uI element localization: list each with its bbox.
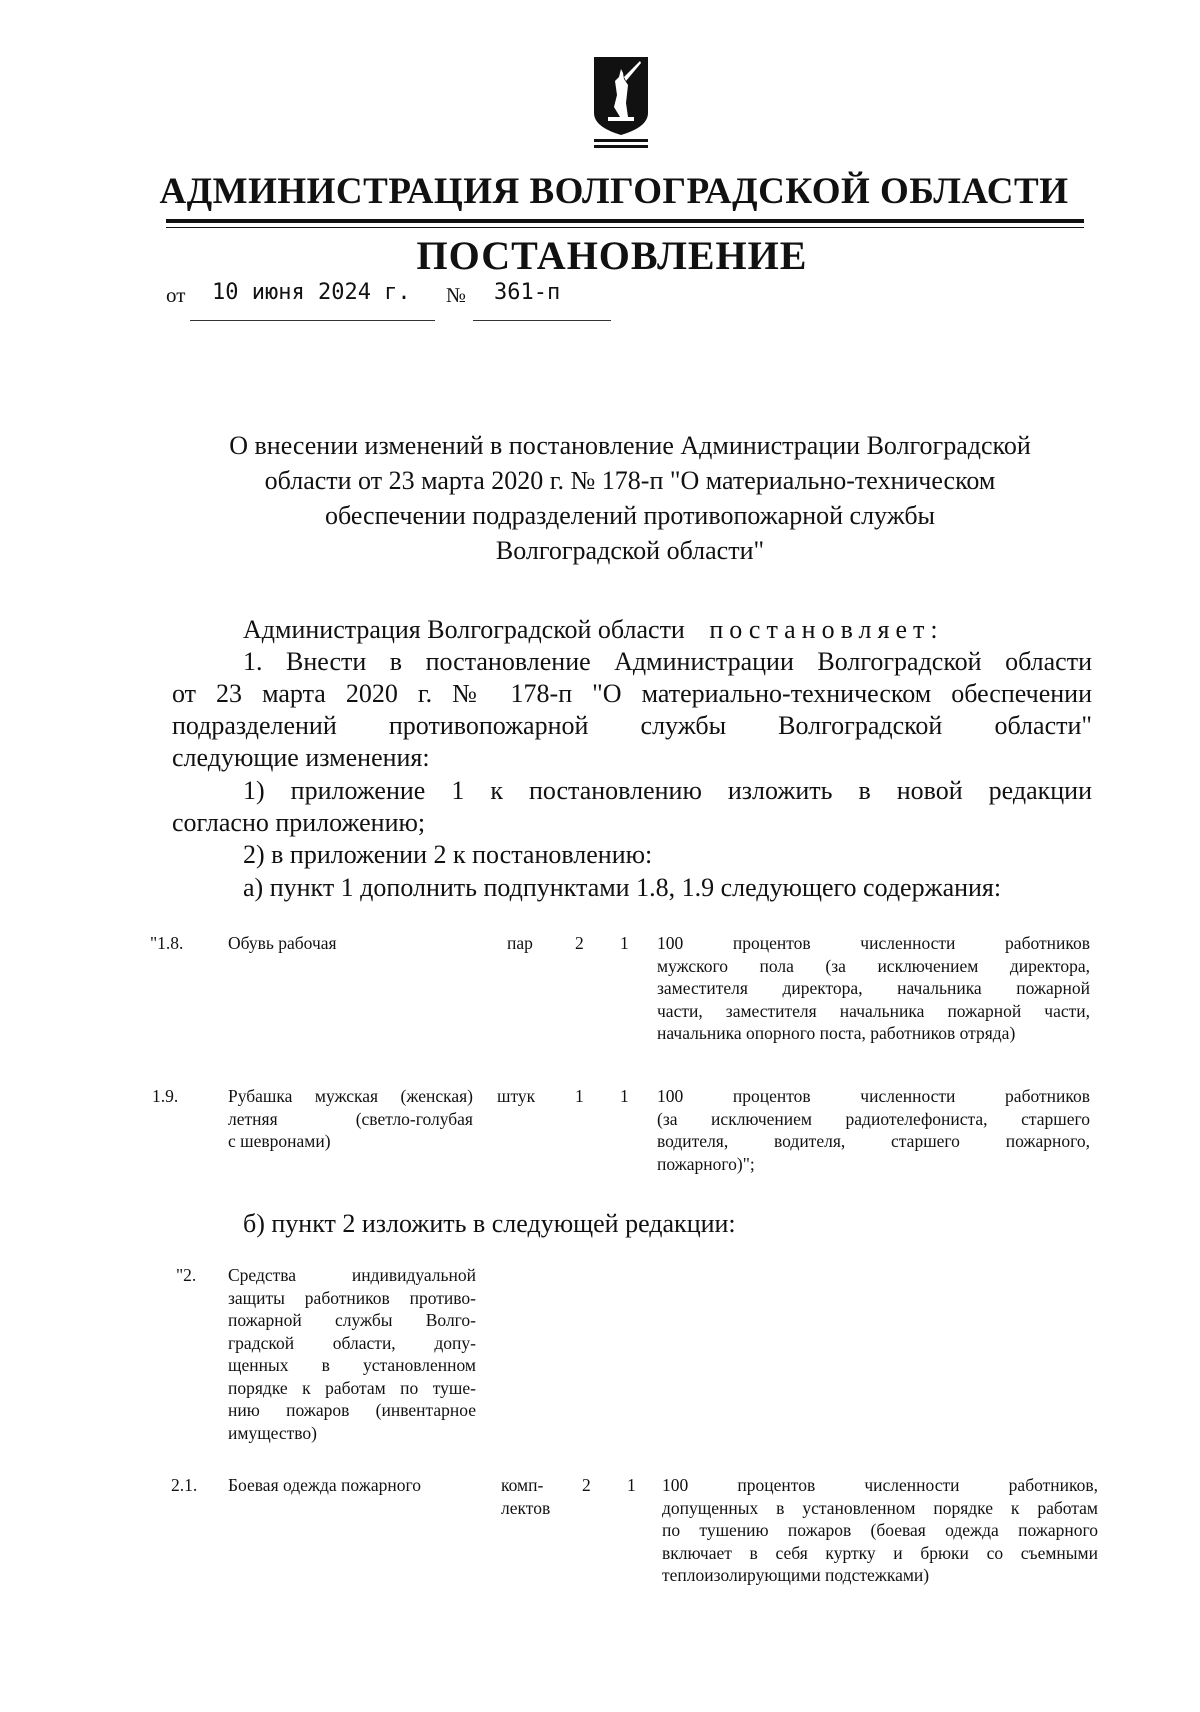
- table-cell-line: имущество): [228, 1422, 318, 1443]
- table-cell-line: (за исключением радиотелефониста, старшего: [657, 1108, 1090, 1129]
- number-value: 361-п: [494, 280, 561, 305]
- table-cell-line: 100 процентов численности работников: [657, 933, 1090, 953]
- table-cell-line: включает в себя куртку и брюки со съемными: [662, 1542, 1098, 1563]
- table-row-unit: пар: [507, 933, 533, 953]
- table-row-term: 1: [627, 1475, 636, 1495]
- table-row-name: [228, 1264, 476, 1444]
- paragraph-line: согласно приложению;: [172, 808, 426, 837]
- organization-title: АДМИНИСТРАЦИЯ ВОЛГОГРАДСКОЙ ОБЛАСТИ: [159, 171, 1069, 212]
- table-row-num: "2.: [176, 1265, 197, 1285]
- paragraph-line: следующие изменения:: [172, 743, 430, 772]
- item-2: 2) в приложении 2 к постановлению:: [243, 840, 653, 869]
- table-row-qty: 1: [575, 1086, 584, 1106]
- paragraph-line: 1) приложение 1 к постановлению изложить в новой редакции: [243, 776, 1092, 805]
- item-1: [172, 775, 1092, 839]
- paragraph-line: 1. Внести в постановление Администрации Волгоградской области: [243, 647, 1092, 676]
- subject-line: области от 23 марта 2020 г. № 178-п "О материально-техническом: [264, 466, 996, 495]
- table-row-name: [228, 1085, 473, 1153]
- table-cell-line: пожарного)";: [657, 1153, 755, 1174]
- table-cell-line: заместителя директора, начальника пожарной: [657, 978, 1090, 998]
- table-cell-line: с шевронами): [228, 1131, 331, 1151]
- table-row-unit: [501, 1474, 550, 1519]
- date-prefix: от: [166, 283, 186, 307]
- date-underline: [190, 320, 435, 321]
- table-row-name: [228, 1474, 478, 1497]
- table-cell-line: Обувь рабочая: [228, 933, 337, 953]
- table-row-name: [228, 932, 478, 955]
- number-prefix: №: [446, 283, 467, 307]
- table-cell-line: 100 процентов численности работников: [657, 1086, 1090, 1106]
- table-row-num: 1.9.: [152, 1086, 179, 1106]
- table-row-note: [657, 932, 1090, 1045]
- table-cell-line: защиты работников противо-: [228, 1287, 476, 1308]
- table-cell-line: Боевая одежда пожарного: [228, 1475, 421, 1495]
- table-cell-line: допущенных в установленном порядке к работам: [662, 1497, 1098, 1518]
- coat-of-arms-emblem: [590, 55, 652, 150]
- table-cell-line: лектов: [501, 1497, 551, 1518]
- table-row-term: 1: [620, 933, 629, 953]
- number-underline: [473, 320, 611, 321]
- table-row-unit: штук: [497, 1086, 536, 1106]
- table-cell-line: нию пожаров (инвентарное: [228, 1400, 476, 1420]
- table-cell-line: теплоизолирующими подстежками): [662, 1565, 930, 1585]
- table-cell-line: 100 процентов численности работников,: [662, 1475, 1098, 1495]
- table-cell-line: пожарной службы Волго-: [228, 1310, 476, 1330]
- table-cell-line: Рубашка мужская (женская): [228, 1086, 473, 1106]
- subject-line: обеспечении подразделений противопожарной службы: [324, 501, 936, 530]
- subject-line: О внесении изменений в постановление Администрации Волгоградской: [229, 431, 1031, 460]
- table-row-term: 1: [620, 1086, 629, 1106]
- paragraph-line: подразделений противопожарной службы Волгоградской области": [172, 711, 1092, 740]
- subject-line: Волгоградской области": [495, 536, 765, 565]
- table-row-qty: 2: [575, 933, 584, 953]
- paragraph-1: [172, 646, 1092, 774]
- table-cell-line: части, заместителя начальника пожарной части,: [657, 1000, 1090, 1021]
- table-cell-line: щенных в установленном: [228, 1355, 476, 1375]
- table-cell-line: по тушению пожаров (боевая одежда пожарного: [662, 1520, 1098, 1540]
- table-cell-line: Средства индивидуальной: [228, 1265, 476, 1285]
- document-subject: [180, 428, 1080, 568]
- item-2b: б) пункт 2 изложить в следующей редакции:: [243, 1209, 736, 1238]
- table-cell-line: комп-: [501, 1475, 544, 1495]
- table-cell-line: летняя (светло-голубая: [228, 1108, 473, 1129]
- table-row-qty: 2: [582, 1475, 591, 1495]
- header-rule-thick: [166, 219, 1084, 223]
- table-row-note: [662, 1474, 1098, 1587]
- item-2a: а) пункт 1 дополнить подпунктами 1.8, 1.9 следующего содержания:: [243, 873, 1002, 902]
- document-type-title: ПОСТАНОВЛЕНИЕ: [416, 233, 808, 278]
- table-cell-line: водителя, водителя, старшего пожарного,: [657, 1131, 1090, 1151]
- table-row-num: 2.1.: [171, 1475, 198, 1495]
- header-rule-thin: [166, 227, 1084, 228]
- preamble-verb: постановляет:: [709, 615, 944, 644]
- preamble-subject: Администрация Волгоградской области: [243, 615, 685, 644]
- table-cell-line: порядке к работам по туше-: [228, 1377, 476, 1398]
- paragraph-line: от 23 марта 2020 г. № 178-п "О материально-техническом обеспечении: [172, 679, 1092, 708]
- table-cell-line: начальника опорного поста, работников отряда): [657, 1023, 1016, 1043]
- date-value: 10 июня 2024 г.: [212, 280, 411, 305]
- table-cell-line: градской области, допу-: [228, 1332, 476, 1353]
- table-row-note: [657, 1085, 1090, 1175]
- table-row-num: "1.8.: [150, 933, 184, 953]
- table-cell-line: мужского пола (за исключением директора,: [657, 955, 1090, 976]
- preamble: [172, 614, 1092, 646]
